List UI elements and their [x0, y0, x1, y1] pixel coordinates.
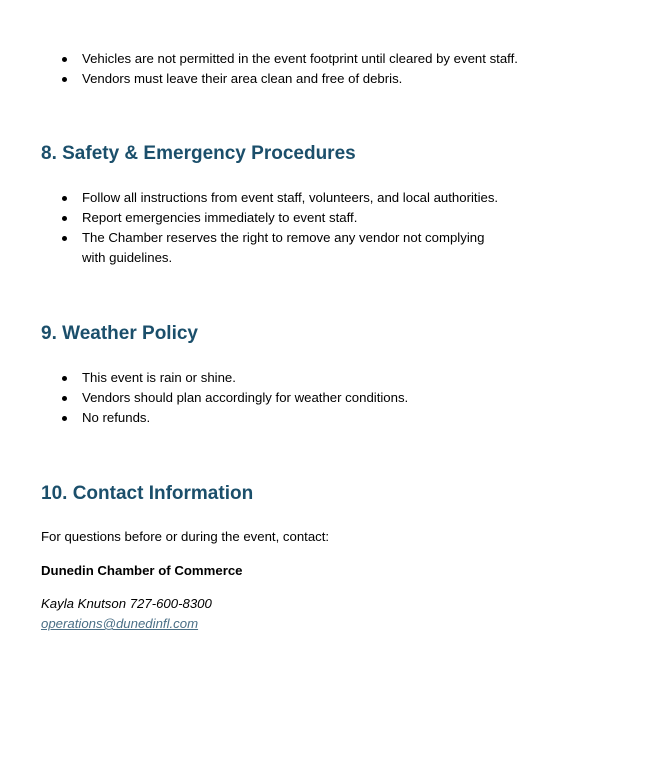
- list-item: [41, 368, 541, 388]
- list-item-text: Report emergencies immediately to event staff.: [82, 210, 358, 225]
- bullet-icon: [62, 416, 67, 421]
- contact-intro-text: For questions before or during the event, contact:: [41, 529, 330, 544]
- bullet-icon: [62, 396, 67, 401]
- list-item: [41, 408, 541, 428]
- list-item: [41, 188, 511, 208]
- bullet-icon: [62, 57, 67, 62]
- bullet-icon: [62, 216, 67, 221]
- contact-name-phone: Kayla Knutson 727-600-8300: [41, 596, 212, 611]
- bullet-icon: [62, 77, 67, 82]
- list-item: [41, 49, 541, 69]
- list-item-text: Follow all instructions from event staff, volunteers, and local authorities.: [82, 190, 499, 205]
- list-item-text: This event is rain or shine.: [82, 370, 236, 385]
- list-item: [41, 228, 511, 268]
- list-item-text: The Chamber reserves the right to remove any vendor not complying with guidelines.: [82, 230, 485, 265]
- section-8-heading: 8. Safety & Emergency Procedures: [41, 143, 356, 164]
- list-item-text: Vendors should plan accordingly for weather conditions.: [82, 390, 409, 405]
- section-8-bullet-list: [41, 188, 511, 268]
- list-item-text: Vendors must leave their area clean and free of debris.: [82, 71, 403, 86]
- section-9-heading: 9. Weather Policy: [41, 323, 198, 344]
- bullet-icon: [62, 376, 67, 381]
- email-link[interactable]: operations@dunedinfl.com: [41, 616, 199, 631]
- list-item: [41, 388, 541, 408]
- organization-name: Dunedin Chamber of Commerce: [41, 563, 243, 578]
- list-item-text: No refunds.: [82, 410, 151, 425]
- list-item-text: Vehicles are not permitted in the event footprint until cleared by event staff.: [82, 51, 518, 66]
- list-item: [41, 208, 511, 228]
- section-10-heading: 10. Contact Information: [41, 483, 254, 504]
- contact-email-line: [41, 615, 198, 633]
- bullet-icon: [62, 236, 67, 241]
- bullet-icon: [62, 196, 67, 201]
- section-9-bullet-list: [41, 368, 541, 428]
- intro-bullet-list: [41, 49, 541, 89]
- list-item: [41, 69, 541, 89]
